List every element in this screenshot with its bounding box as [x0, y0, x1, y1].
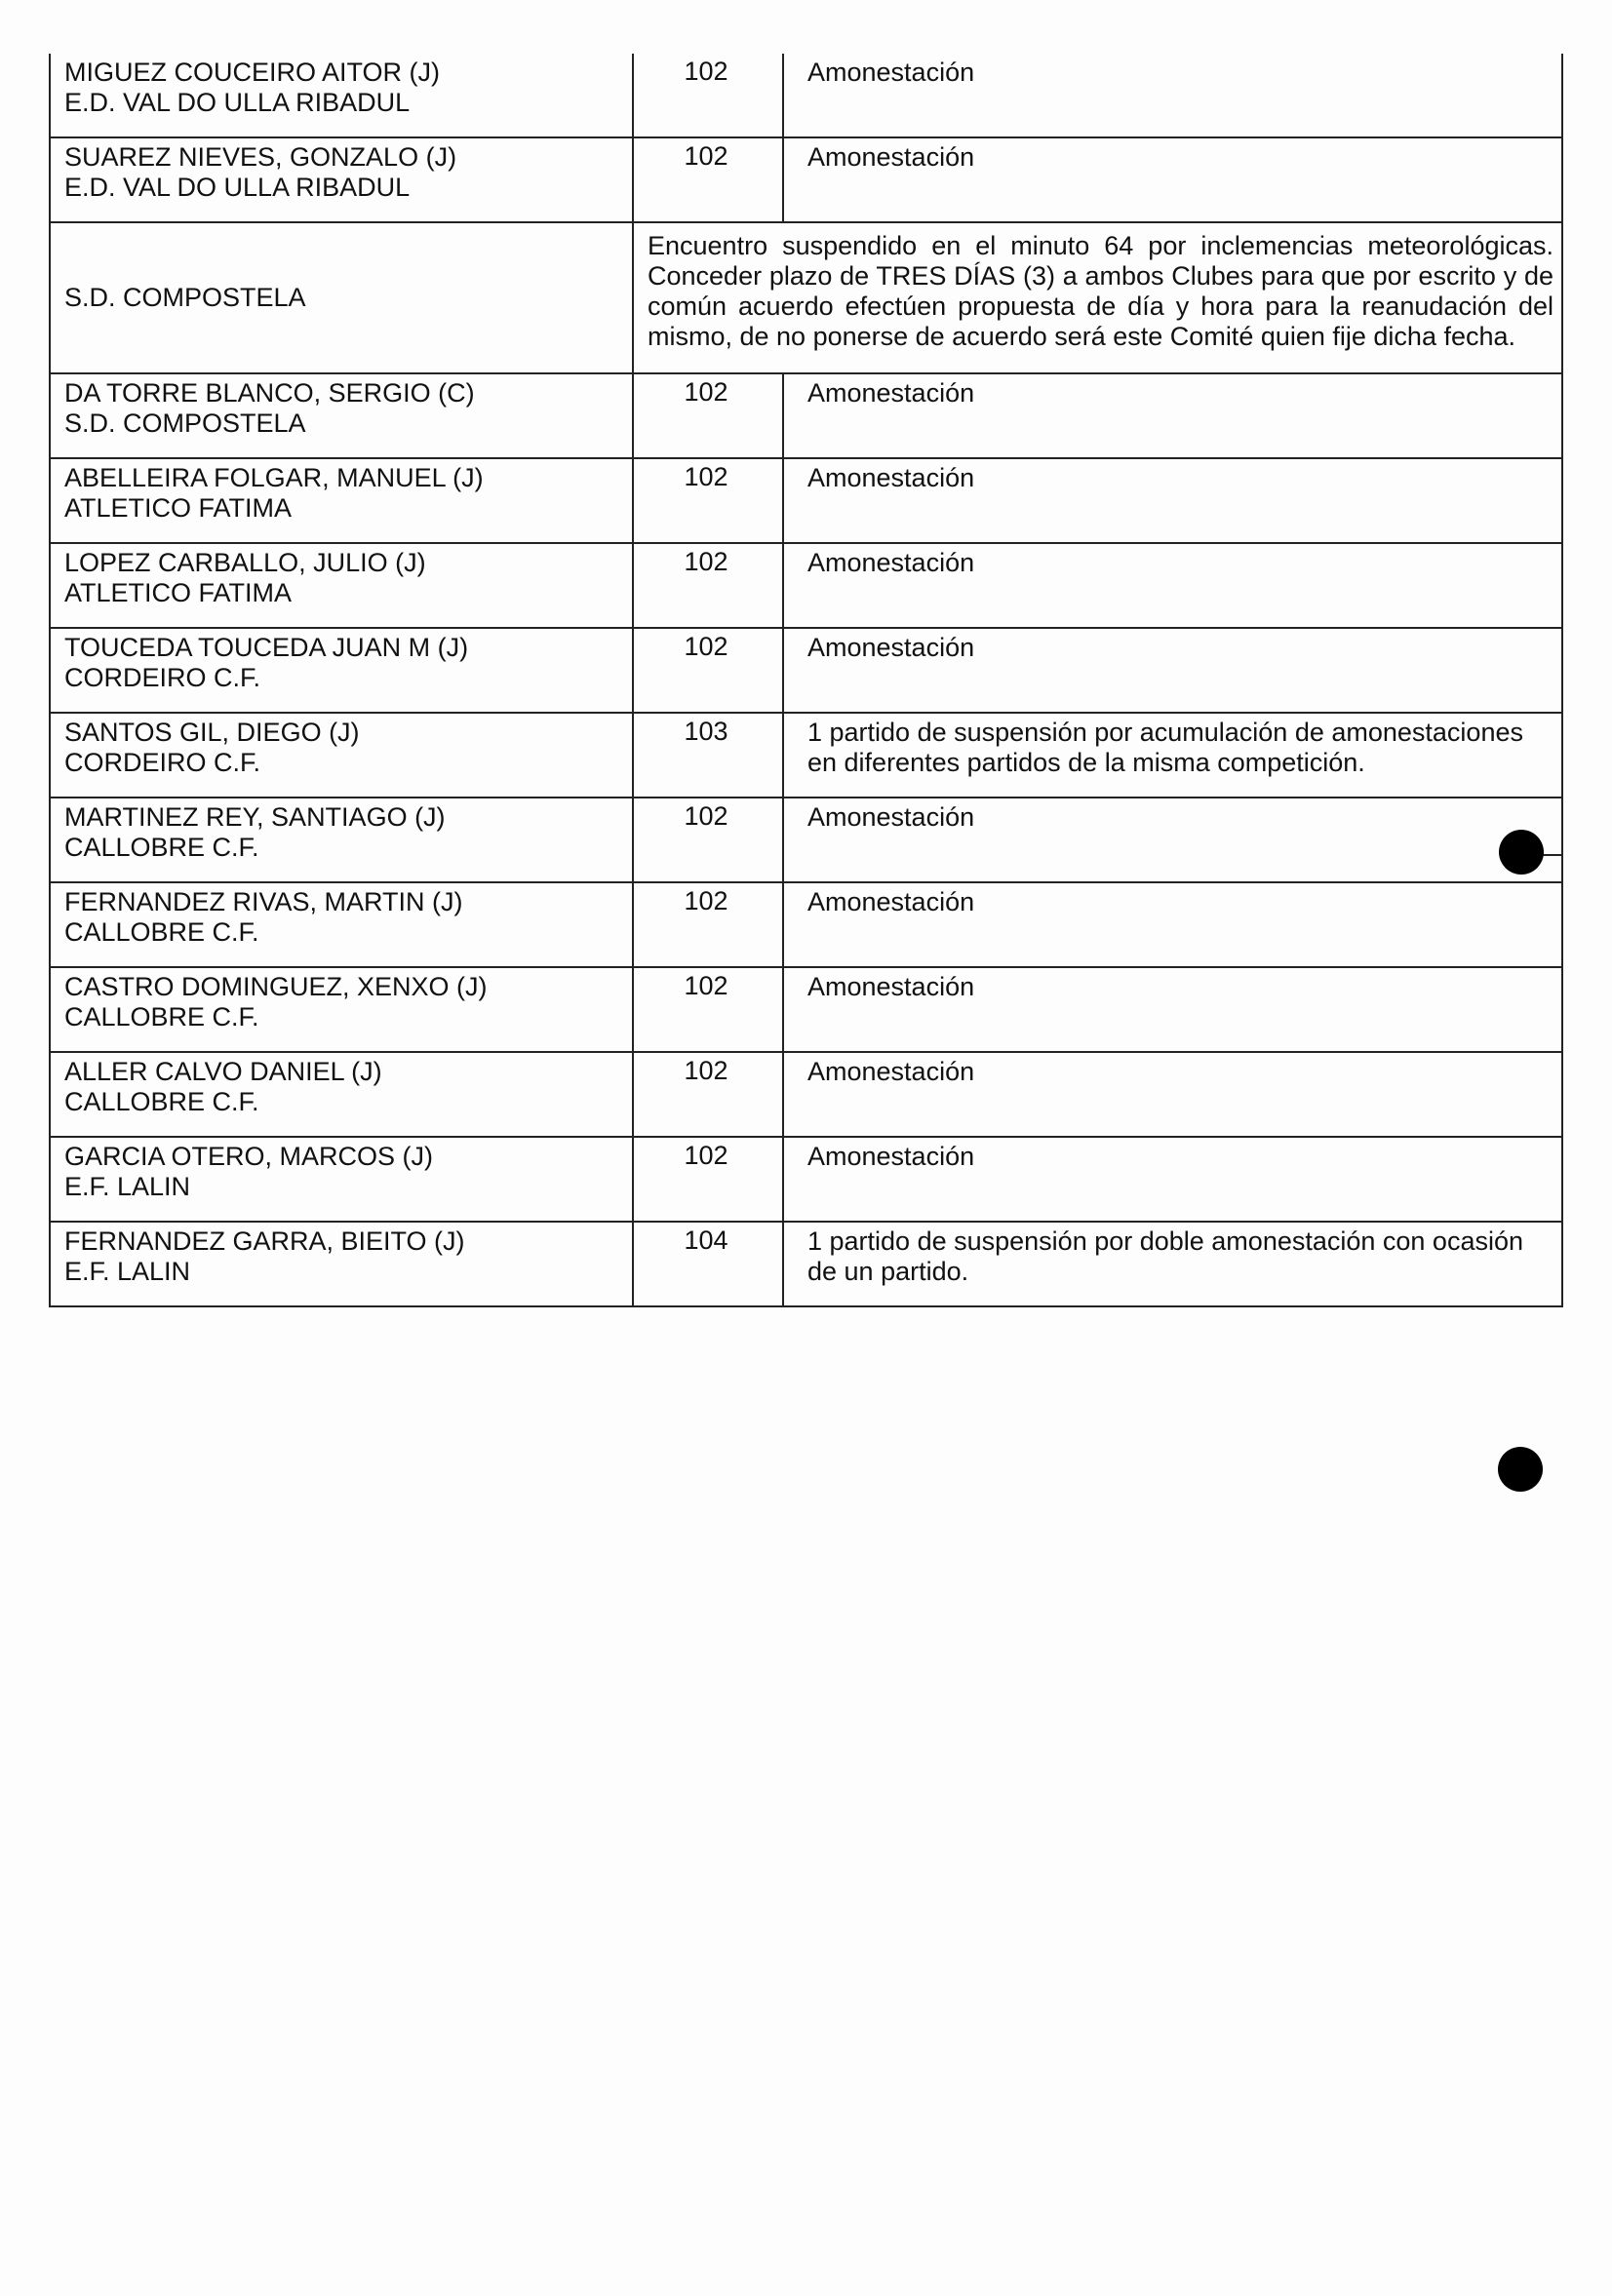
sanction-description: Amonestación: [783, 628, 1562, 713]
player-cell: [50, 54, 633, 137]
player-name: CASTRO DOMINGUEZ, XENXO (J): [64, 972, 488, 1001]
player-cell: [50, 628, 633, 713]
club-name: ATLETICO FATIMA: [64, 493, 293, 523]
club-name: CALLOBRE C.F.: [64, 1087, 259, 1116]
player-cell: [50, 713, 633, 798]
article-code: 102: [633, 54, 783, 137]
player-name: LOPEZ CARBALLO, JULIO (J): [64, 548, 426, 577]
sanctions-table: [49, 54, 1563, 1307]
club-name: CORDEIRO C.F.: [64, 663, 261, 692]
article-code: 104: [633, 1222, 783, 1306]
sanction-description: Amonestación: [783, 967, 1562, 1052]
club-name: S.D. COMPOSTELA: [64, 409, 306, 438]
player-name: MARTINEZ REY, SANTIAGO (J): [64, 802, 446, 832]
table-row: [50, 137, 1562, 222]
match-resolution-text: Encuentro suspendido en el minuto 64 por inclemencias meteorológicas. Conceder plazo de TRES DÍAS (3) a ambos Clubes para que por escrito y de común acuerdo efectúen propuesta de día y hora para la reanudación del mismo, de no ponerse de acuerdo será este Comité quien fije dicha fecha.: [633, 222, 1562, 373]
article-code: 102: [633, 628, 783, 713]
player-cell: [50, 798, 633, 882]
player-name: ALLER CALVO DANIEL (J): [64, 1057, 382, 1086]
club-name: ATLETICO FATIMA: [64, 578, 293, 607]
sanction-description: Amonestación: [783, 882, 1562, 967]
club-name: CALLOBRE C.F.: [64, 917, 259, 947]
table-row: [50, 967, 1562, 1052]
punch-hole-mark: [1498, 1447, 1543, 1492]
sanction-description: Amonestación: [783, 54, 1562, 137]
table-row: [50, 713, 1562, 798]
player-cell: [50, 1137, 633, 1222]
article-code: 102: [633, 458, 783, 543]
player-name: GARCIA OTERO, MARCOS (J): [64, 1142, 434, 1171]
table-row: [50, 54, 1562, 137]
club-name: CALLOBRE C.F.: [64, 1002, 259, 1031]
table-row: [50, 543, 1562, 628]
player-name: TOUCEDA TOUCEDA JUAN M (J): [64, 633, 469, 662]
article-code: 102: [633, 137, 783, 222]
player-cell: [50, 137, 633, 222]
player-name: SUAREZ NIEVES, GONZALO (J): [64, 142, 457, 172]
club-name: CALLOBRE C.F.: [64, 833, 259, 862]
club-name: E.D. VAL DO ULLA RIBADUL: [64, 173, 411, 202]
table-row: [50, 458, 1562, 543]
article-code: 102: [633, 967, 783, 1052]
sanction-description: Amonestación: [783, 1052, 1562, 1137]
player-cell: [50, 882, 633, 967]
article-code: 102: [633, 1052, 783, 1137]
article-code: 102: [633, 882, 783, 967]
player-name: FERNANDEZ RIVAS, MARTIN (J): [64, 887, 463, 916]
table-row: [50, 1052, 1562, 1137]
table-row: [50, 1137, 1562, 1222]
player-name: MIGUEZ COUCEIRO AITOR (J): [64, 58, 441, 87]
article-code: 103: [633, 713, 783, 798]
club-name: E.F. LALIN: [64, 1257, 191, 1286]
sanction-description: Amonestación: [783, 1137, 1562, 1222]
table-row: [50, 628, 1562, 713]
player-name: DA TORRE BLANCO, SERGIO (C): [64, 378, 475, 408]
sanction-description: 1 partido de suspensión por doble amonestación con ocasión de un partido.: [783, 1222, 1562, 1306]
player-cell: [50, 1052, 633, 1137]
sanction-description: Amonestación: [783, 458, 1562, 543]
player-name: SANTOS GIL, DIEGO (J): [64, 718, 360, 747]
article-code: 102: [633, 798, 783, 882]
sanction-description: 1 partido de suspensión por acumulación de amonestaciones en diferentes partidos de la misma competición.: [783, 713, 1562, 798]
article-code: 102: [633, 373, 783, 458]
article-code: 102: [633, 543, 783, 628]
table-row: [50, 373, 1562, 458]
table-row: [50, 798, 1562, 882]
player-cell: [50, 1222, 633, 1306]
club-name: E.F. LALIN: [64, 1172, 191, 1201]
club-name: CORDEIRO C.F.: [64, 748, 261, 777]
player-cell: [50, 543, 633, 628]
player-cell: [50, 373, 633, 458]
player-name: FERNANDEZ GARRA, BIEITO (J): [64, 1226, 465, 1256]
club-name: S.D. COMPOSTELA: [64, 283, 306, 312]
club-name: E.D. VAL DO ULLA RIBADUL: [64, 88, 411, 117]
table-row: [50, 222, 1562, 373]
sanction-description: Amonestación: [783, 543, 1562, 628]
article-code: 102: [633, 1137, 783, 1222]
player-name: ABELLEIRA FOLGAR, MANUEL (J): [64, 463, 484, 492]
sanction-description: Amonestación: [783, 137, 1562, 222]
player-cell: [50, 967, 633, 1052]
sanction-description: Amonestación: [783, 373, 1562, 458]
club-cell: [50, 222, 633, 373]
punch-hole-mark: [1499, 830, 1544, 875]
player-cell: [50, 458, 633, 543]
table-row: [50, 1222, 1562, 1306]
table-row: [50, 882, 1562, 967]
sanction-description: Amonestación: [783, 798, 1562, 882]
